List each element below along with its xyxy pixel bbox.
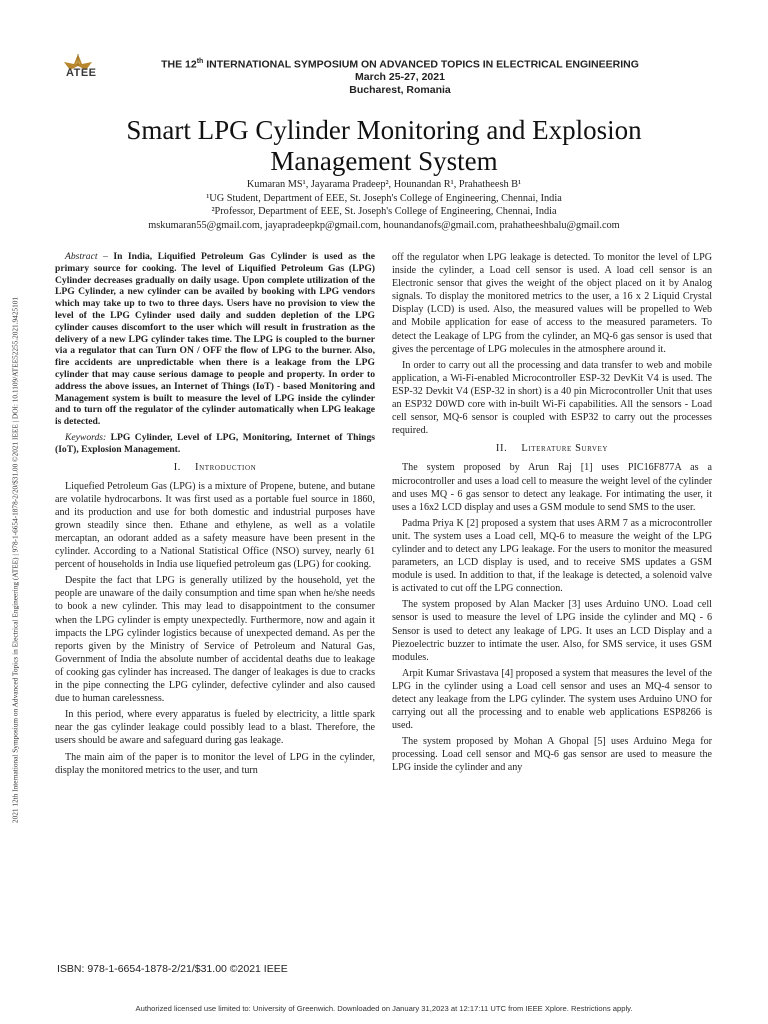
author-affiliation-2: ²Professor, Department of EEE, St. Joseph's College of Engineering, Chennai, India xyxy=(211,206,557,217)
paper-title: Smart LPG Cylinder Monitoring and Explosion Management System xyxy=(126,115,642,176)
logo-text: ATEE xyxy=(66,67,97,79)
intro-paragraph: Despite the fact that LPG is generally utilized by the household, yet the people are unaware of the daily consumption and time span when he/she needs to book a new cylinder. This may lead to disappointment to the consumer when the LPG cylinder is empty unexpectedly. Furthermore, now and again it impacts the LPG cylinder logistics because of unexpected demand. As per the reports given by the Ministry of Service of Petroleum and Natural Gas, Government of India the absolute number of accidental deaths due to leakage of cooking gas cylinder has increased. The danger of leakages is due to cracks in the pipe connecting the LPG cylinder, defective cylinder and also caused due to human carelessness. xyxy=(55,575,375,705)
author-affiliation-1: ¹UG Student, Department of EEE, St. Joseph's College of Engineering, Chennai, India xyxy=(206,192,562,204)
literature-paragraph: Padma Priya K [2] proposed a system that uses ARM 7 as a microcontroller unit. The system uses a Load cell, MQ-6 to measure the weight of the LPG cylinder and to detect any LPG leakage. For the users to monitor the measured parameters, an LCD display is used, and to receive SMS updates a GSM module is used. In addition to that, if the leakage is detected, a solenoid valve is activated to cut off the LPG connection. xyxy=(392,517,712,595)
author-block xyxy=(60,178,708,232)
side-citation-text: 2021 12th International Symposium on Advanced Topics in Electrical Engineering (ATEE) | 978-1-6654-1878-2/20/$31.00 ©2021 IEEE | DOI: 10.1109/ATEE52255.2021.9425101 xyxy=(10,296,20,824)
literature-paragraph: The system proposed by Alan Macker [3] uses Arduino UNO. Load cell sensor is used to measure the level of LPG inside the cylinder and MQ - 6 Sensor is used to detect any leakage of LPG. It uses an LCD Display and a Piezoelectric buzzer to intimate the user. Also, for SMS service, it uses GSM modules. xyxy=(392,599,712,663)
license-notice: Authorized licensed use limited to: University of Greenwich. Downloaded on January 31,2023 at 12:17:11 UTC from IEEE Xplore. Restrictions apply. xyxy=(135,1004,633,1013)
abstract: Abstract – In India, Liquified Petroleum Gas Cylinder is used as the primary source for cooking. The level of Liquified Petroleum Gas (LPG) Cylinder decreases gradually on daily usage. Upon complete utilization of the LPG Cylinder, a new cylinder can be availed by booking with LPG vendors which may take up to two to three days. Users have no provision to view the level of the LPG Cylinder used daily and sudden depletion of the LPG cylinder causes discomfort to the user which will result in frustration as the delivery of a new LPG cylinder takes time. The LPG is coupled to the burner via a regulator that can Turn ON / OFF the flow of LPG to the burner. Also, fire accidents are unpredictable when there is a leakage from the LPG cylinder that may cause serious damage to people and property. In order to address the above issues, an Internet of Things (IoT) - based Monitoring and Management system is built to measure the level of LPG inside the cylinder and to turn off the regulator of the cylinder automatically when LPG leakage is detected. xyxy=(55,251,375,428)
isbn-footer: ISBN: 978-1-6654-1878-2/21/$31.00 ©2021 IEEE xyxy=(57,963,288,975)
right-column xyxy=(392,251,712,778)
side-citation-note xyxy=(2,160,28,960)
conference-dates: March 25-27, 2021 xyxy=(355,71,445,83)
conference-name: THE 12th INTERNATIONAL SYMPOSIUM ON ADVANCED TOPICS IN ELECTRICAL ENGINEERING xyxy=(161,58,639,71)
section-heading-introduction: I. Introduction xyxy=(173,461,257,473)
author-names: Kumaran MS¹, Jayarama Pradeep², Hounandan R¹, Prahatheesh B¹ xyxy=(246,179,522,190)
author-emails: mskumaran55@gmail.com, jayapradeepkp@gmail.com, hounandanofs@gmail.com, prahatheeshbalu@gmail.com xyxy=(148,219,620,231)
intro-paragraph: Liquefied Petroleum Gas (LPG) is a mixture of Propene, butene, and butane are volatile hydrocarbons. It was first used as a portable fuel source in 1860, and its production and use for both domestic and industrial purposes have grown steadily since then. Ethane and ethylene, as well as a volatile mercaptan, an odorant added as a safety measure have been present in the cylinder. According to a National Statistical Office (NSO) survey, nearly 61 percent of households in India use liquefied petroleum gas (LPG) for cooking. xyxy=(55,480,375,571)
section-heading-literature-survey: II. Literature Survey xyxy=(495,443,609,455)
literature-paragraph: Arpit Kumar Srivastava [4] proposed a system that measures the level of the LPG in the cylinder using a Load cell sensor and uses an MQ-4 sensor to detect any leakage from the LPG cylinder. The system uses Arduino UNO for carrying out all the processing and to enable web applications ESP8266 is used. xyxy=(392,667,712,732)
intro-paragraph: In order to carry out all the processing and data transfer to web and mobile application, a Wi-Fi-enabled Microcontroller ESP-32 DevKit V4 is used. The ESP-32 Devkit V4 (ESP-32 in short) is a 40 pin Microcontroller Unit that uses an ESP32 D0WD core with in-built Wi-Fi capabilities. All the sensors - Load cell sensor, MQ-6 sensor is coupled with ESP32 to carry out the processes required. xyxy=(392,359,712,437)
intro-continued-paragraph: off the regulator when LPG leakage is detected. To monitor the level of LPG inside the cylinder, a Load cell sensor is used. A load cell sensor is an Electronic sensor that gives the weight of the object placed on it by Analog signals. To display the monitored metrics to the user, a 16 x 2 Liquid Crystal Display (LCD) is used. Also, the measured values will be propelled to Web and Mobile application for ease of access to the measured parameters. To detect the Leakage of LPG from the cylinder, an MQ-6 gas sensor is used that gives the percentage of LPG molecules in the atmosphere around it. xyxy=(392,252,712,355)
literature-paragraph: The system proposed by Mohan A Ghopal [5] uses Arduino Mega for processing. Load cell sensor and MQ-6 gas sensor are used to measure the LPG inside the cylinder and any xyxy=(392,736,712,774)
keywords: Keywords: LPG Cylinder, Level of LPG, Monitoring, Internet of Things (IoT), Explosion Management. xyxy=(55,431,375,455)
literature-paragraph: The system proposed by Arun Raj [1] uses PIC16F877A as a microcontroller and uses a load cell to measure the weight level of the cylinder and uses MQ - 6 gas sensor to detect any leakage. For intimating the user, it uses a 16x2 LCD display and uses a GSM module to send SMS to the user. xyxy=(392,462,712,513)
conference-header xyxy=(130,56,670,96)
left-column xyxy=(55,251,375,780)
intro-paragraph: The main aim of the paper is to monitor the level of LPG in the cylinder, display the monitored metrics to the user, and turn xyxy=(55,751,375,776)
intro-paragraph: In this period, where every apparatus is fueled by electricity, a little spark near the gas cylinder leakage could possibly lead to a blast. Therefore, the users should be aware and safeguard during gas leakage. xyxy=(55,709,375,747)
conference-location: Bucharest, Romania xyxy=(349,83,451,96)
